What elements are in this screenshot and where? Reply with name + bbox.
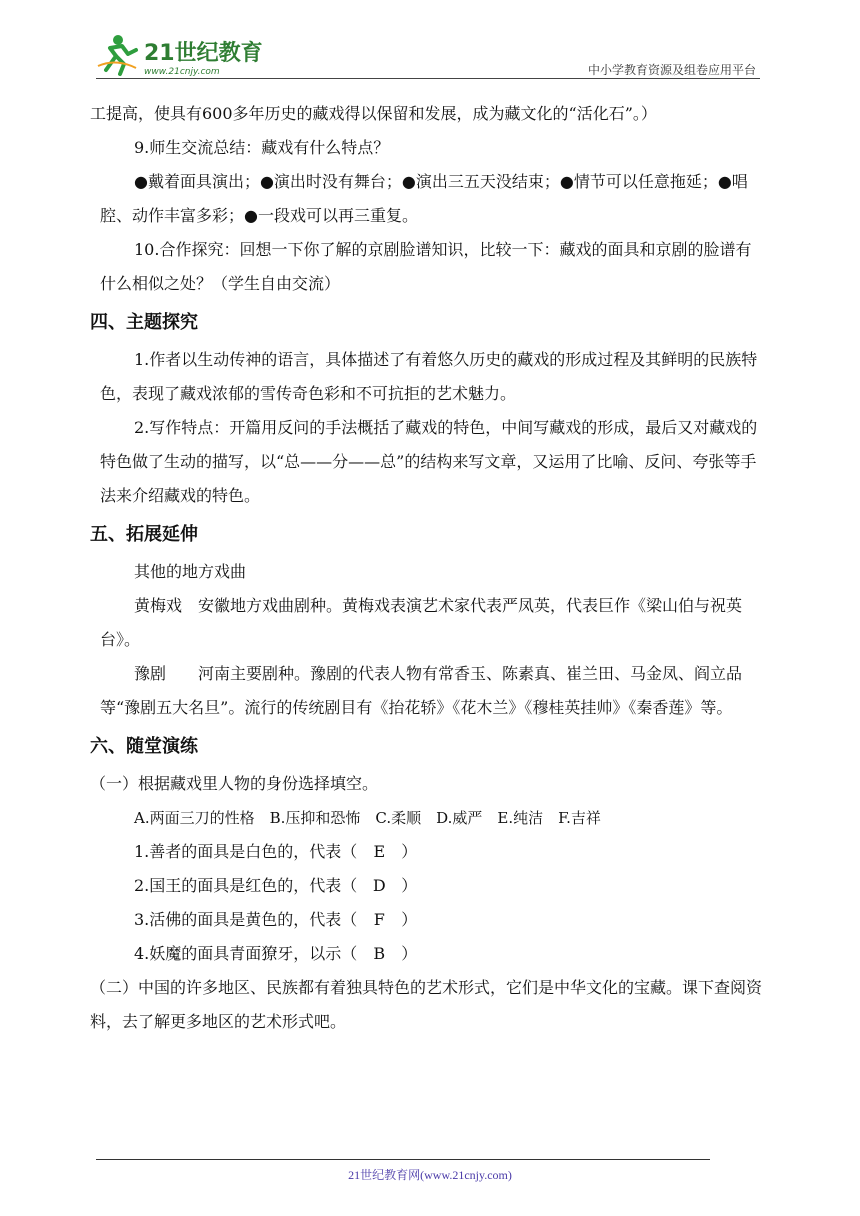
section-heading-exercise: 六、随堂演练 [90,736,198,757]
question-close: ） [401,842,418,861]
paragraph-summary-question: 9.师生交流总结：藏戏有什么特点？ [134,138,390,157]
document-body [90,97,764,1039]
paragraph-continued: 工提高，使具有600多年历史的藏戏得以保留和发展，成为藏文化的“活化石”。） [90,104,657,123]
logo-text: 21世纪教育 [144,41,263,66]
section-heading-extension: 五、拓展延伸 [90,524,198,545]
question-answer: B [373,944,386,963]
logo-url: www.21cnjy.com [144,67,220,77]
footer-site-link[interactable]: 21世纪教育网(www.21cnjy.com) [348,1168,512,1182]
paragraph-huangmei: 黄梅戏 安徽地方戏曲剧种。黄梅戏表演艺术家代表严凤英，代表巨作《梁山伯与祝英台》。 [100,596,743,649]
question-close: ） [401,944,418,963]
paragraph-theme-1: 1.作者以生动传神的语言，具体描述了有着悠久历史的藏戏的形成过程及其鲜明的民族特色，表现了藏戏浓郁的雪传奇色彩和不可抗拒的艺术魅力。 [100,350,758,403]
header-platform-text: 中小学教育资源及组卷应用平台 [587,63,756,77]
exercise-question [100,903,764,937]
question-close: ） [401,876,418,895]
footer-divider [96,1159,710,1160]
page-header [96,30,760,80]
paragraph-theme-2: 2.写作特点：开篇用反问的手法概括了藏戏的特色，中间写藏戏的形成，最后又对藏戏的特色做了生动的描写，以“总——分——总”的结构来写文章，又运用了比喻、反问、夸张等手法来介绍藏戏的特色。 [100,418,758,505]
exercise-question [100,937,764,971]
exercise-question [100,869,764,903]
paragraph-other-opera: 其他的地方戏曲 [134,562,247,581]
question-answer: D [372,876,386,895]
paragraph-yuju: 豫剧 河南主要剧种。豫剧的代表人物有常香玉、陈素真、崔兰田、马金凤、阎立品等“豫剧五大名旦”。流行的传统剧目有《抬花轿》《花木兰》《穆桂英挂帅》《秦香莲》等。 [100,664,743,717]
question-answer: E [373,842,386,861]
question-text: 2.国王的面具是红色的，代表（ [134,876,358,895]
logo-icon [96,30,266,78]
header-divider [96,78,760,79]
question-text: 4.妖魔的面具青面獠牙，以示（ [134,944,358,963]
exercise-question [100,835,764,869]
exercise-options: A.两面三刀的性格 B.压抑和恐怖 C.柔顺 D.威严 E.纯洁 F.吉祥 [134,809,601,827]
question-text: 3.活佛的面具是黄色的，代表（ [134,910,358,929]
exercise-part-1: （一）根据藏戏里人物的身份选择填空。 [90,774,379,793]
exercise-part-2: （二）中国的许多地区、民族都有着独具特色的艺术形式，它们是中华文化的宝藏。课下查阅资料，去了解更多地区的艺术形式吧。 [90,978,763,1031]
question-text: 1.善者的面具是白色的，代表（ [134,842,358,861]
question-answer: F [373,910,385,929]
paragraph-features-list: ●戴着面具演出；●演出时没有舞台；●演出三五天没结束；●情节可以任意拖延；●唱腔、动作丰富多彩；●一段戏可以再三重复。 [100,172,748,225]
question-close: ） [401,910,418,929]
section-heading-theme: 四、主题探究 [90,312,198,333]
paragraph-cooperative-inquiry: 10.合作探究：回想一下你了解的京剧脸谱知识，比较一下：藏戏的面具和京剧的脸谱有什么相似之处？（学生自由交流） [100,240,752,293]
